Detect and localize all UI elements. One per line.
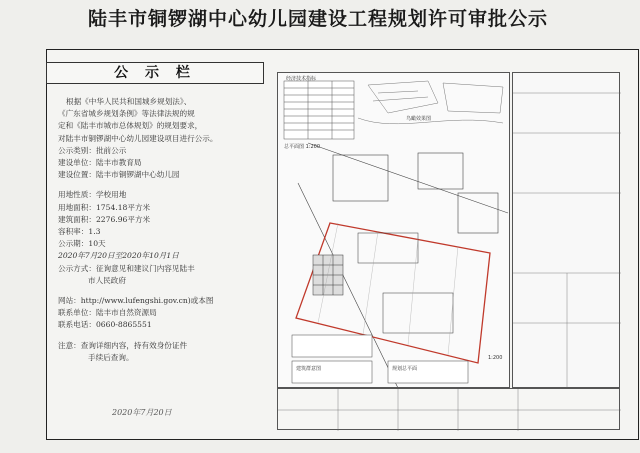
info-line: 公示类别：批前公示: [58, 145, 127, 155]
note-line: 手续后查询。: [88, 352, 134, 362]
stats-line: 公示期：10天: [58, 239, 106, 249]
page-title: 陆丰市铜锣湖中心幼儿园建设工程规划许可审批公示: [87, 8, 548, 30]
info-line: 建设单位：陆丰市教育局: [58, 158, 142, 168]
stats-line: 用地面积：1754.18平方米: [58, 202, 151, 212]
contact-line: 网站：http://www.lufengshi.gov.cn)或本图: [58, 296, 214, 306]
contact-line: 联系单位：陆丰市自然资源局: [58, 308, 157, 318]
stats-line: 2020年7月20日至2020年10月1日: [58, 251, 179, 261]
site-plan-svg: [278, 73, 510, 388]
legend-boxes: [292, 335, 468, 383]
paragraph-line: 对陆丰市铜锣湖中心幼儿园建设项目进行公示。: [58, 133, 218, 143]
stats-line: 公示方式：征询意见和建议门内容见陆丰: [58, 263, 195, 273]
paragraph-line: 定和《陆丰市城市总体规划》的规划要求，: [58, 121, 203, 131]
panel-heading: 公 示 栏: [46, 62, 264, 84]
building-footprint: [313, 233, 453, 333]
paragraph-line: 根据《中华人民共和国城乡规划法》、: [66, 97, 192, 106]
stats-line: 建筑面积：2276.96平方米: [58, 214, 151, 224]
stats-line: 市人民政府: [88, 275, 126, 285]
drawing-title-block: [277, 388, 620, 430]
table-label: 经济技术指标: [286, 76, 317, 82]
plan-label: 总平面图 1:200: [284, 144, 320, 150]
contact-line: 联系电话：0660-8865551: [58, 320, 152, 330]
scale-label: 1:200: [488, 355, 503, 361]
block1-label: 建筑群意图: [296, 366, 322, 372]
side-column-svg: [513, 73, 621, 389]
info-line: 建设位置：陆丰市铜锣湖中心幼儿园: [58, 170, 180, 180]
note-line: 注意：查询详细内容，持有效身份证件: [58, 340, 188, 350]
site-label: 鸟瞰效果图: [406, 116, 432, 122]
block2-label: 规划总平面: [392, 366, 418, 372]
drawing-side-column: [512, 72, 620, 388]
indicator-table: [284, 81, 354, 139]
site-plan-drawing: [277, 72, 510, 388]
title-block-svg: [278, 389, 621, 431]
signature-date: 2020年7月20日: [112, 408, 172, 417]
stats-line: 用地性质：学校用地: [58, 190, 127, 200]
paragraph-line: 《广东省城乡规划条例》等法律法规的规: [58, 109, 195, 119]
notice-text: [58, 96, 268, 364]
stats-line: 容积率：1.3: [58, 227, 101, 237]
